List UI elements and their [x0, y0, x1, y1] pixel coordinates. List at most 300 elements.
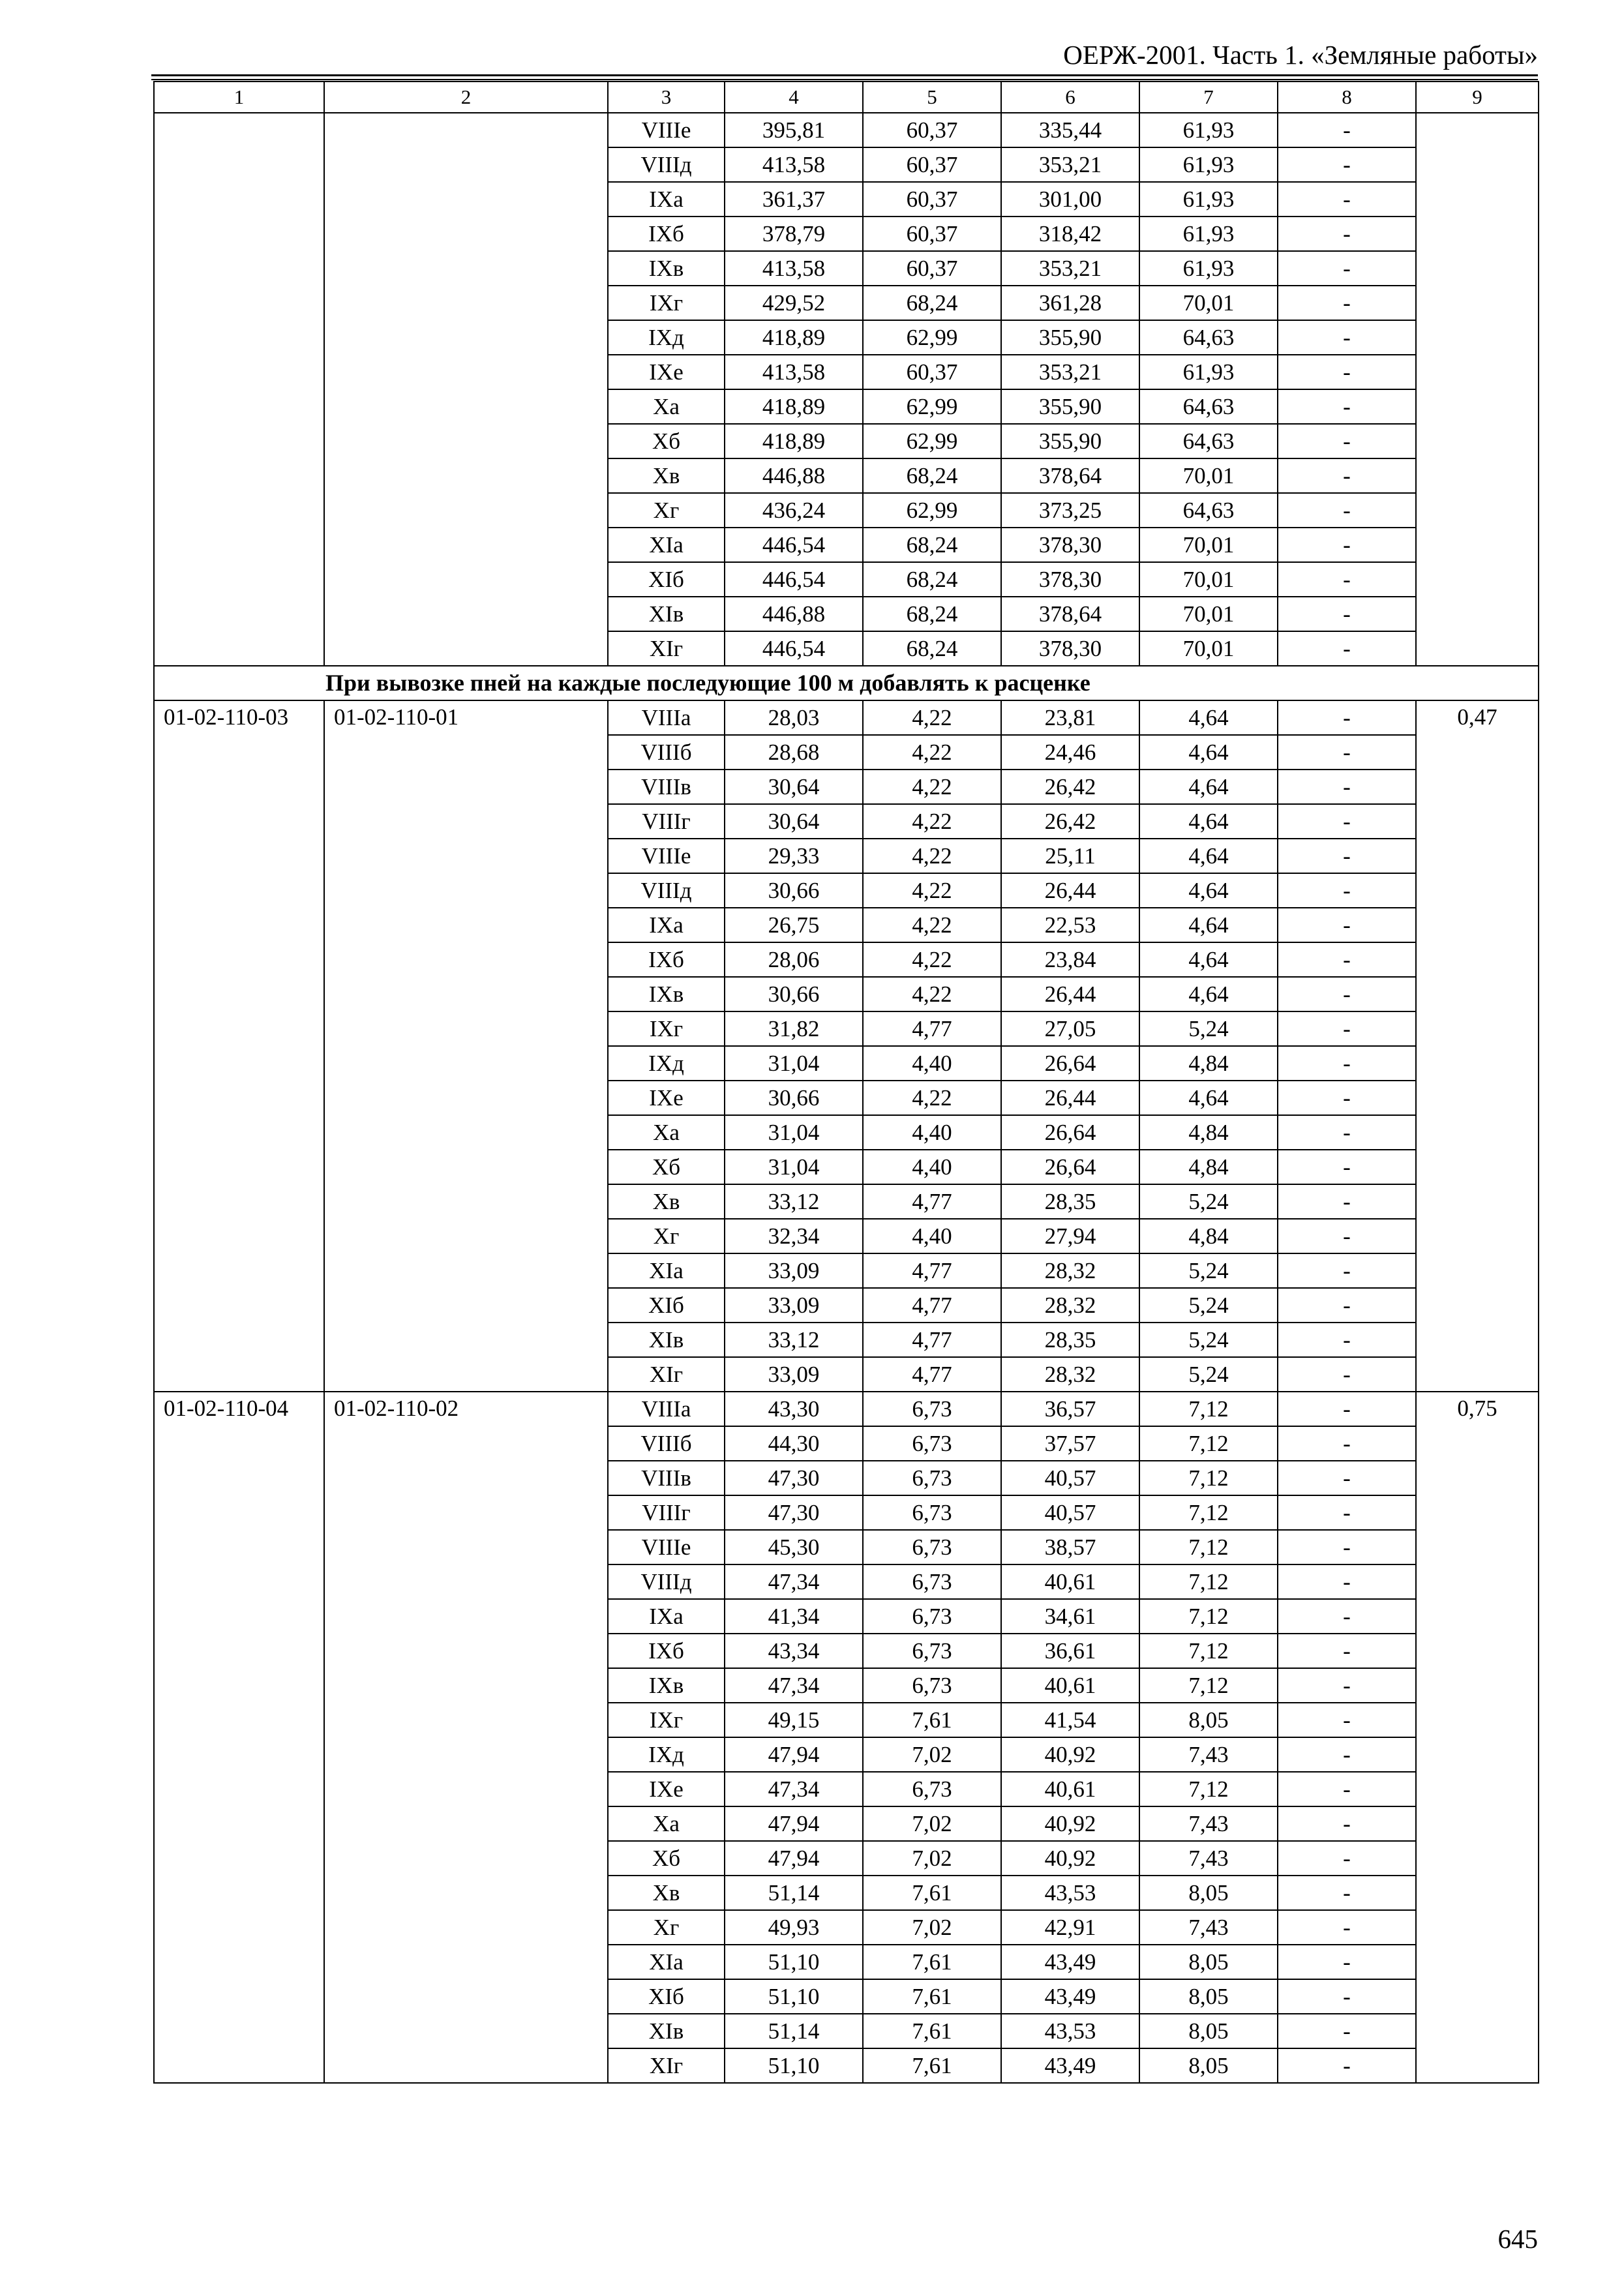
machinist-wages-cell: 5,24 [1139, 1323, 1278, 1357]
soil-group-cell: Xб [608, 1150, 725, 1184]
soil-group-cell: VIIIг [608, 804, 725, 839]
materials-cell: - [1278, 839, 1416, 873]
soil-group-cell: XIб [608, 562, 725, 597]
column-number: 9 [1416, 82, 1539, 113]
machine-cost-cell: 353,21 [1001, 355, 1139, 389]
soil-group-cell: VIIIб [608, 1426, 725, 1461]
materials-cell: - [1278, 217, 1416, 251]
machinist-wages-cell: 4,64 [1139, 700, 1278, 735]
machine-cost-cell: 40,57 [1001, 1461, 1139, 1495]
machinist-wages-cell: 64,63 [1139, 320, 1278, 355]
rate-code-cell [154, 113, 324, 666]
total-cost-cell: 30,64 [725, 770, 863, 804]
soil-group-cell: XIв [608, 2014, 725, 2048]
machinist-wages-cell: 5,24 [1139, 1357, 1278, 1392]
machinist-wages-cell: 8,05 [1139, 1945, 1278, 1979]
machinist-wages-cell: 61,93 [1139, 182, 1278, 217]
wages-cell: 7,02 [863, 1841, 1001, 1876]
total-cost-cell: 47,34 [725, 1668, 863, 1703]
total-cost-cell: 33,12 [725, 1184, 863, 1219]
total-cost-cell: 30,66 [725, 873, 863, 908]
total-cost-cell: 43,34 [725, 1634, 863, 1668]
wages-cell: 4,77 [863, 1253, 1001, 1288]
machine-cost-cell: 28,35 [1001, 1184, 1139, 1219]
section-heading: При вывозке пней на каждые последующие 100 м добавлять к расценке [154, 666, 1539, 700]
machinist-wages-cell: 61,93 [1139, 217, 1278, 251]
wages-cell: 4,22 [863, 804, 1001, 839]
wages-cell: 6,73 [863, 1495, 1001, 1530]
wages-cell: 6,73 [863, 1392, 1001, 1426]
soil-group-cell: VIIIе [608, 839, 725, 873]
soil-group-cell: VIIIв [608, 1461, 725, 1495]
machine-cost-cell: 28,35 [1001, 1323, 1139, 1357]
header-rule [151, 74, 1538, 76]
soil-group-cell: XIв [608, 597, 725, 631]
machinist-wages-cell: 5,24 [1139, 1253, 1278, 1288]
total-cost-cell: 31,04 [725, 1150, 863, 1184]
soil-group-cell: IXб [608, 1634, 725, 1668]
machine-cost-cell: 25,11 [1001, 839, 1139, 873]
wages-cell: 6,73 [863, 1564, 1001, 1599]
wages-cell: 6,73 [863, 1461, 1001, 1495]
materials-cell: - [1278, 1323, 1416, 1357]
materials-cell: - [1278, 1392, 1416, 1426]
materials-cell: - [1278, 2048, 1416, 2083]
soil-group-cell: Xб [608, 424, 725, 458]
total-cost-cell: 413,58 [725, 147, 863, 182]
soil-group-cell: VIIIг [608, 1495, 725, 1530]
soil-group-cell: IXд [608, 320, 725, 355]
column-number: 4 [725, 82, 863, 113]
wages-cell: 68,24 [863, 528, 1001, 562]
section-heading-row [154, 666, 1539, 700]
materials-cell: - [1278, 1841, 1416, 1876]
machinist-wages-cell: 7,12 [1139, 1530, 1278, 1564]
wages-cell: 4,40 [863, 1046, 1001, 1081]
total-cost-cell: 418,89 [725, 320, 863, 355]
machinist-wages-cell: 7,12 [1139, 1564, 1278, 1599]
soil-group-cell: XIг [608, 1357, 725, 1392]
soil-group-cell: Xа [608, 1115, 725, 1150]
materials-cell: - [1278, 735, 1416, 770]
total-cost-cell: 33,09 [725, 1253, 863, 1288]
machinist-wages-cell: 61,93 [1139, 147, 1278, 182]
materials-cell: - [1278, 493, 1416, 528]
soil-group-cell: IXг [608, 286, 725, 320]
soil-group-cell: VIIIд [608, 873, 725, 908]
wages-cell: 7,61 [863, 2048, 1001, 2083]
wages-cell: 4,40 [863, 1115, 1001, 1150]
machinist-wages-cell: 4,64 [1139, 839, 1278, 873]
total-cost-cell: 47,94 [725, 1737, 863, 1772]
machine-cost-cell: 34,61 [1001, 1599, 1139, 1634]
soil-group-cell: Xг [608, 493, 725, 528]
wages-cell: 60,37 [863, 147, 1001, 182]
machine-cost-cell: 335,44 [1001, 113, 1139, 147]
materials-cell: - [1278, 1357, 1416, 1392]
machine-cost-cell: 26,44 [1001, 873, 1139, 908]
machine-cost-cell: 26,44 [1001, 977, 1139, 1011]
column-number: 3 [608, 82, 725, 113]
wages-cell: 6,73 [863, 1772, 1001, 1806]
machine-cost-cell: 40,61 [1001, 1564, 1139, 1599]
wages-cell: 4,77 [863, 1011, 1001, 1046]
machine-cost-cell: 26,42 [1001, 804, 1139, 839]
machine-cost-cell: 28,32 [1001, 1357, 1139, 1392]
labor-coefficient-cell [1416, 113, 1539, 666]
soil-group-cell: Xв [608, 458, 725, 493]
soil-group-cell: Xг [608, 1910, 725, 1945]
column-number-row [154, 82, 1539, 113]
total-cost-cell: 429,52 [725, 286, 863, 320]
total-cost-cell: 446,88 [725, 597, 863, 631]
wages-cell: 4,40 [863, 1150, 1001, 1184]
total-cost-cell: 28,03 [725, 700, 863, 735]
wages-cell: 7,61 [863, 1876, 1001, 1910]
soil-group-cell: XIб [608, 1979, 725, 2014]
soil-group-cell: IXв [608, 251, 725, 286]
machine-cost-cell: 355,90 [1001, 320, 1139, 355]
machine-cost-cell: 301,00 [1001, 182, 1139, 217]
machinist-wages-cell: 8,05 [1139, 1703, 1278, 1737]
total-cost-cell: 43,30 [725, 1392, 863, 1426]
materials-cell: - [1278, 1011, 1416, 1046]
soil-group-cell: XIа [608, 1945, 725, 1979]
materials-cell: - [1278, 597, 1416, 631]
total-cost-cell: 49,93 [725, 1910, 863, 1945]
total-cost-cell: 33,12 [725, 1323, 863, 1357]
soil-group-cell: VIIIд [608, 1564, 725, 1599]
materials-cell: - [1278, 182, 1416, 217]
wages-cell: 4,77 [863, 1357, 1001, 1392]
materials-cell: - [1278, 458, 1416, 493]
total-cost-cell: 31,82 [725, 1011, 863, 1046]
soil-group-cell: IXа [608, 182, 725, 217]
header-rule-thin [151, 79, 1538, 80]
total-cost-cell: 413,58 [725, 355, 863, 389]
machine-cost-cell: 355,90 [1001, 424, 1139, 458]
machine-cost-cell: 38,57 [1001, 1530, 1139, 1564]
wages-cell: 4,22 [863, 908, 1001, 942]
machine-cost-cell: 43,53 [1001, 1876, 1139, 1910]
machinist-wages-cell: 4,64 [1139, 873, 1278, 908]
machinist-wages-cell: 4,64 [1139, 908, 1278, 942]
total-cost-cell: 47,94 [725, 1806, 863, 1841]
column-number: 6 [1001, 82, 1139, 113]
total-cost-cell: 51,10 [725, 1945, 863, 1979]
materials-cell: - [1278, 908, 1416, 942]
materials-cell: - [1278, 631, 1416, 666]
total-cost-cell: 413,58 [725, 251, 863, 286]
wages-cell: 4,22 [863, 700, 1001, 735]
total-cost-cell: 446,54 [725, 528, 863, 562]
wages-cell: 4,77 [863, 1323, 1001, 1357]
machinist-wages-cell: 5,24 [1139, 1011, 1278, 1046]
machinist-wages-cell: 4,84 [1139, 1150, 1278, 1184]
machine-cost-cell: 43,49 [1001, 1979, 1139, 2014]
materials-cell: - [1278, 1703, 1416, 1737]
column-number: 1 [154, 82, 324, 113]
wages-cell: 4,22 [863, 770, 1001, 804]
materials-cell: - [1278, 1461, 1416, 1495]
materials-cell: - [1278, 1737, 1416, 1772]
machine-cost-cell: 40,92 [1001, 1737, 1139, 1772]
wages-cell: 4,22 [863, 873, 1001, 908]
materials-cell: - [1278, 1288, 1416, 1323]
wages-cell: 6,73 [863, 1668, 1001, 1703]
labor-coefficient-cell: 0,75 [1416, 1392, 1539, 2083]
soil-group-cell: IXе [608, 1772, 725, 1806]
total-cost-cell: 29,33 [725, 839, 863, 873]
machinist-wages-cell: 8,05 [1139, 2048, 1278, 2083]
materials-cell: - [1278, 942, 1416, 977]
materials-cell: - [1278, 1081, 1416, 1115]
machine-cost-cell: 40,92 [1001, 1841, 1139, 1876]
soil-group-cell: XIа [608, 528, 725, 562]
soil-group-cell: XIг [608, 631, 725, 666]
total-cost-cell: 446,54 [725, 562, 863, 597]
machinist-wages-cell: 4,64 [1139, 735, 1278, 770]
rate-code-cell: 01-02-110-03 [154, 700, 324, 1392]
machine-cost-cell: 28,32 [1001, 1253, 1139, 1288]
soil-group-cell: XIв [608, 1323, 725, 1357]
table-row [154, 700, 1539, 735]
materials-cell: - [1278, 528, 1416, 562]
wages-cell: 68,24 [863, 597, 1001, 631]
total-cost-cell: 361,37 [725, 182, 863, 217]
machinist-wages-cell: 5,24 [1139, 1184, 1278, 1219]
materials-cell: - [1278, 1150, 1416, 1184]
machine-cost-cell: 27,94 [1001, 1219, 1139, 1253]
wages-cell: 60,37 [863, 113, 1001, 147]
wages-cell: 68,24 [863, 562, 1001, 597]
page-number: 645 [1497, 2224, 1538, 2254]
column-number-header [154, 82, 1539, 113]
soil-group-cell: IXд [608, 1046, 725, 1081]
materials-cell: - [1278, 320, 1416, 355]
machinist-wages-cell: 70,01 [1139, 458, 1278, 493]
machinist-wages-cell: 7,12 [1139, 1426, 1278, 1461]
machine-cost-cell: 378,30 [1001, 562, 1139, 597]
wages-cell: 7,61 [863, 1979, 1001, 2014]
materials-cell: - [1278, 1772, 1416, 1806]
materials-cell: - [1278, 1945, 1416, 1979]
wages-cell: 7,02 [863, 1910, 1001, 1945]
materials-cell: - [1278, 389, 1416, 424]
machinist-wages-cell: 7,43 [1139, 1806, 1278, 1841]
total-cost-cell: 30,66 [725, 977, 863, 1011]
total-cost-cell: 418,89 [725, 424, 863, 458]
rate-code-cell: 01-02-110-04 [154, 1392, 324, 2083]
total-cost-cell: 51,14 [725, 1876, 863, 1910]
total-cost-cell: 33,09 [725, 1288, 863, 1323]
total-cost-cell: 33,09 [725, 1357, 863, 1392]
wages-cell: 6,73 [863, 1599, 1001, 1634]
materials-cell: - [1278, 355, 1416, 389]
column-number: 2 [324, 82, 608, 113]
total-cost-cell: 51,10 [725, 2048, 863, 2083]
machine-cost-cell: 43,53 [1001, 2014, 1139, 2048]
machine-cost-cell: 23,84 [1001, 942, 1139, 977]
machinist-wages-cell: 7,12 [1139, 1495, 1278, 1530]
column-number: 8 [1278, 82, 1416, 113]
machine-cost-cell: 28,32 [1001, 1288, 1139, 1323]
machine-cost-cell: 353,21 [1001, 147, 1139, 182]
materials-cell: - [1278, 1253, 1416, 1288]
soil-group-cell: Xв [608, 1184, 725, 1219]
materials-cell: - [1278, 1046, 1416, 1081]
total-cost-cell: 30,66 [725, 1081, 863, 1115]
machine-cost-cell: 27,05 [1001, 1011, 1139, 1046]
machinist-wages-cell: 64,63 [1139, 389, 1278, 424]
soil-group-cell: Xа [608, 1806, 725, 1841]
wages-cell: 68,24 [863, 458, 1001, 493]
machine-cost-cell: 36,57 [1001, 1392, 1139, 1426]
machinist-wages-cell: 4,84 [1139, 1115, 1278, 1150]
machine-cost-cell: 42,91 [1001, 1910, 1139, 1945]
machine-cost-cell: 40,61 [1001, 1668, 1139, 1703]
materials-cell: - [1278, 873, 1416, 908]
soil-group-cell: VIIIе [608, 113, 725, 147]
soil-group-cell: VIIIб [608, 735, 725, 770]
total-cost-cell: 44,30 [725, 1426, 863, 1461]
materials-cell: - [1278, 1495, 1416, 1530]
soil-group-cell: VIIIе [608, 1530, 725, 1564]
soil-group-cell: IXв [608, 977, 725, 1011]
table-row [154, 113, 1539, 147]
machinist-wages-cell: 4,64 [1139, 942, 1278, 977]
total-cost-cell: 47,94 [725, 1841, 863, 1876]
wages-cell: 6,73 [863, 1530, 1001, 1564]
machine-cost-cell: 318,42 [1001, 217, 1139, 251]
machinist-wages-cell: 7,12 [1139, 1772, 1278, 1806]
machine-cost-cell: 43,49 [1001, 2048, 1139, 2083]
machine-cost-cell: 378,64 [1001, 597, 1139, 631]
wages-cell: 68,24 [863, 286, 1001, 320]
wages-cell: 7,61 [863, 2014, 1001, 2048]
materials-cell: - [1278, 1564, 1416, 1599]
machine-cost-cell: 361,28 [1001, 286, 1139, 320]
page-header: ОЕРЖ-2001. Часть 1. «Земляные работы» [1063, 40, 1538, 70]
wages-cell: 4,77 [863, 1288, 1001, 1323]
soil-group-cell: IXе [608, 1081, 725, 1115]
machinist-wages-cell: 8,05 [1139, 1876, 1278, 1910]
machine-cost-cell: 353,21 [1001, 251, 1139, 286]
soil-group-cell: IXб [608, 942, 725, 977]
machinist-wages-cell: 8,05 [1139, 1979, 1278, 2014]
materials-cell: - [1278, 1910, 1416, 1945]
wages-cell: 7,61 [863, 1703, 1001, 1737]
materials-cell: - [1278, 1806, 1416, 1841]
total-cost-cell: 446,88 [725, 458, 863, 493]
materials-cell: - [1278, 1115, 1416, 1150]
machinist-wages-cell: 7,43 [1139, 1910, 1278, 1945]
machine-cost-cell: 26,42 [1001, 770, 1139, 804]
total-cost-cell: 378,79 [725, 217, 863, 251]
materials-cell: - [1278, 562, 1416, 597]
machine-cost-cell: 41,54 [1001, 1703, 1139, 1737]
machinist-wages-cell: 70,01 [1139, 562, 1278, 597]
soil-group-cell: IXг [608, 1011, 725, 1046]
soil-group-cell: VIIIа [608, 1392, 725, 1426]
machine-cost-cell: 355,90 [1001, 389, 1139, 424]
soil-group-cell: IXб [608, 217, 725, 251]
soil-group-cell: IXа [608, 908, 725, 942]
wages-cell: 62,99 [863, 389, 1001, 424]
materials-cell: - [1278, 770, 1416, 804]
machine-cost-cell: 26,64 [1001, 1150, 1139, 1184]
total-cost-cell: 31,04 [725, 1115, 863, 1150]
wages-cell: 62,99 [863, 320, 1001, 355]
soil-group-cell: IXг [608, 1703, 725, 1737]
machinist-wages-cell: 61,93 [1139, 355, 1278, 389]
soil-group-cell: IXе [608, 355, 725, 389]
wages-cell: 7,02 [863, 1737, 1001, 1772]
total-cost-cell: 47,30 [725, 1495, 863, 1530]
soil-group-cell: VIIIа [608, 700, 725, 735]
machine-cost-cell: 26,44 [1001, 1081, 1139, 1115]
machinist-wages-cell: 7,43 [1139, 1841, 1278, 1876]
materials-cell: - [1278, 251, 1416, 286]
soil-group-cell: XIг [608, 2048, 725, 2083]
wages-cell: 4,22 [863, 942, 1001, 977]
total-cost-cell: 418,89 [725, 389, 863, 424]
wages-cell: 62,99 [863, 424, 1001, 458]
column-number: 7 [1139, 82, 1278, 113]
machinist-wages-cell: 7,43 [1139, 1737, 1278, 1772]
machinist-wages-cell: 4,64 [1139, 1081, 1278, 1115]
base-rate-code-cell [324, 113, 608, 666]
machine-cost-cell: 40,61 [1001, 1772, 1139, 1806]
rates-table-body [154, 113, 1539, 2083]
machine-cost-cell: 36,61 [1001, 1634, 1139, 1668]
machinist-wages-cell: 70,01 [1139, 286, 1278, 320]
materials-cell: - [1278, 1599, 1416, 1634]
machinist-wages-cell: 4,64 [1139, 770, 1278, 804]
wages-cell: 4,22 [863, 735, 1001, 770]
machine-cost-cell: 373,25 [1001, 493, 1139, 528]
materials-cell: - [1278, 113, 1416, 147]
machinist-wages-cell: 7,12 [1139, 1634, 1278, 1668]
table-row [154, 1392, 1539, 1426]
machine-cost-cell: 24,46 [1001, 735, 1139, 770]
total-cost-cell: 47,34 [725, 1772, 863, 1806]
soil-group-cell: IXд [608, 1737, 725, 1772]
machinist-wages-cell: 7,12 [1139, 1599, 1278, 1634]
machinist-wages-cell: 7,12 [1139, 1392, 1278, 1426]
machinist-wages-cell: 4,64 [1139, 804, 1278, 839]
wages-cell: 68,24 [863, 631, 1001, 666]
base-rate-code-cell: 01-02-110-01 [324, 700, 608, 1392]
materials-cell: - [1278, 804, 1416, 839]
materials-cell: - [1278, 1184, 1416, 1219]
column-number: 5 [863, 82, 1001, 113]
total-cost-cell: 395,81 [725, 113, 863, 147]
total-cost-cell: 31,04 [725, 1046, 863, 1081]
wages-cell: 4,22 [863, 1081, 1001, 1115]
soil-group-cell: Xв [608, 1876, 725, 1910]
machinist-wages-cell: 4,84 [1139, 1046, 1278, 1081]
machinist-wages-cell: 70,01 [1139, 597, 1278, 631]
machinist-wages-cell: 64,63 [1139, 424, 1278, 458]
total-cost-cell: 28,06 [725, 942, 863, 977]
rates-table [153, 81, 1539, 2084]
total-cost-cell: 47,34 [725, 1564, 863, 1599]
machine-cost-cell: 378,30 [1001, 528, 1139, 562]
wages-cell: 4,40 [863, 1219, 1001, 1253]
machinist-wages-cell: 64,63 [1139, 493, 1278, 528]
total-cost-cell: 49,15 [725, 1703, 863, 1737]
